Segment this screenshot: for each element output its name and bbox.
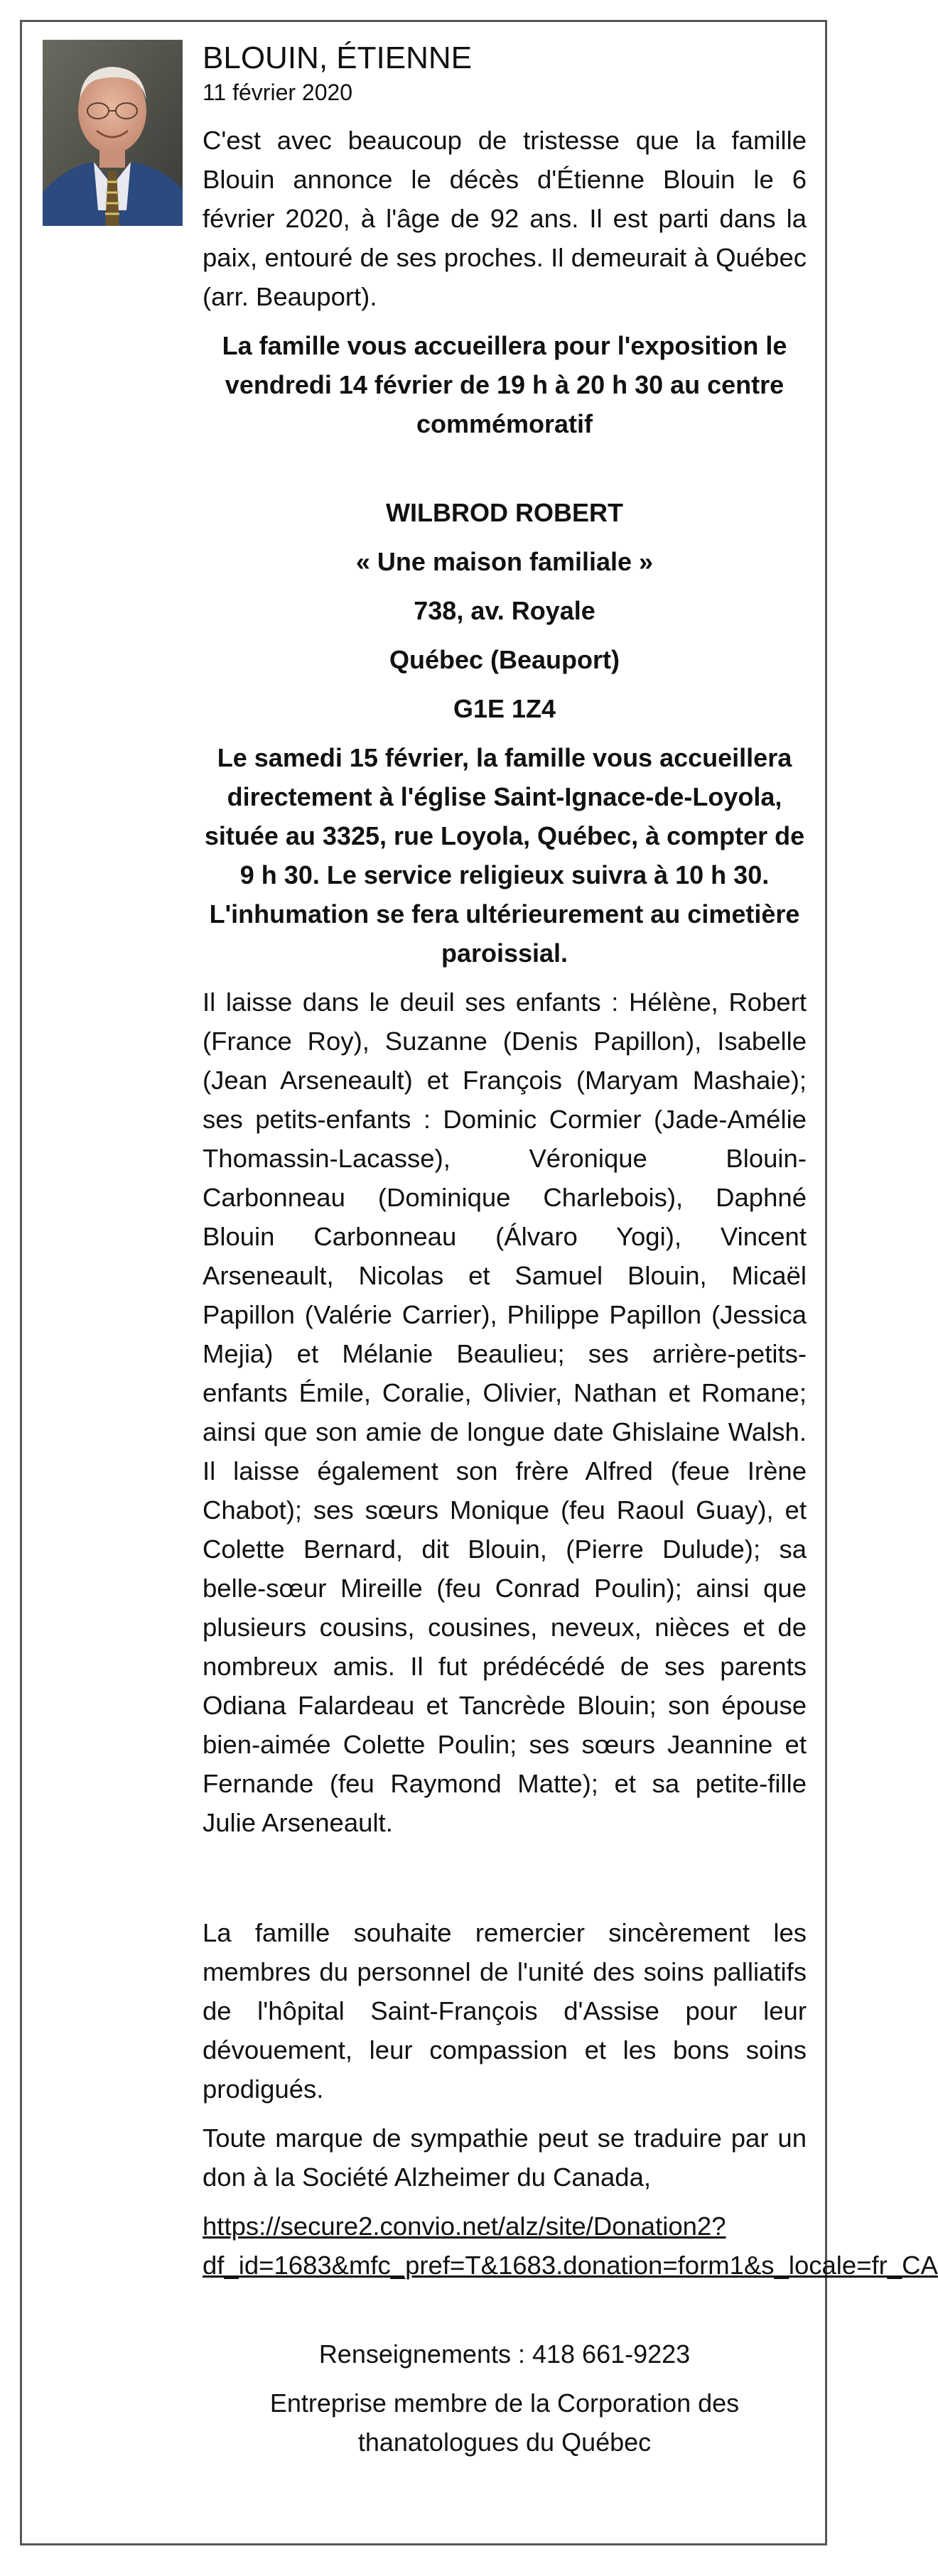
publication-date: 11 février 2020 [203,80,353,105]
portrait-photo [43,40,183,226]
funeral-home-tagline: « Une maison familiale » [355,547,654,576]
donation-link-line-1[interactable]: https://secure2.convio.net/alz/site/Donation2? [203,2212,726,2241]
funeral-home-name: WILBROD ROBERT [386,498,623,527]
thanks-paragraph: La famille souhaite remercier sincèrement les membres du personnel de l'unité des soins palliatifs de l'hôpital Saint-François d'Assise pour leur dévouement, leur compassion et les bons soins prodigués. [203,1918,807,2104]
service-notice: Le samedi 15 février, la famille vous accueillera directement à l'église Saint-Ignace-de-Loyola, située au 3325, rue Loyola, Québec, à compter de 9 h 30. Le service religieux suivra à 10 h 30. L'inhumation se fera ultérieurement au cimetière paroissial. [204,743,805,968]
intro-paragraph: C'est avec beaucoup de tristesse que la famille Blouin annonce le décès d'Étienne Blouin le 6 février 2020, à l'âge de 92 ans. Il est parti dans la paix, entouré de ses proches. Il demeurait à Québec (arr. Beauport). [203,126,807,311]
donation-link-line-2[interactable]: df_id=1683&mfc_pref=T&1683.donation=form1&s_locale=fr_CA [203,2251,938,2280]
contact-info: Renseignements : 418 661-9223 [318,2339,691,2369]
funeral-home-address: 738, av. Royale [414,596,595,625]
funeral-home-postal-code: G1E 1Z4 [453,694,556,723]
obituary-content [203,40,938,2462]
funeral-home-city: Québec (Beauport) [389,645,620,674]
survivors-paragraph: Il laisse dans le deuil ses enfants : Hélène, Robert (France Roy), Suzanne (Denis Papillon), Isabelle (Jean Arseneault) et François (Maryam Mashaie); ses petits-enfants : Dominic Cormier (Jade-Amélie Thomassin-Lacasse), Véronique Blouin-Carbonneau (Dominique Charlebois), Daphné Blouin Carbonneau (Álvaro Yogi), Vincent Arseneault, Nicolas et Samuel Blouin, Micaël Papillon (Valérie Carrier), Philippe Papillon (Jessica Mejia) et Mélanie Beaulieu; ses arrière-petits-enfants Émile, Coralie, Olivier, Nathan et Romane; ainsi que son amie de longue date Ghislaine Walsh. Il laisse également son frère Alfred (feue Irène Chabot); ses sœurs Monique (feu Raoul Guay), et Colette Bernard, dit Blouin, (Pierre Dulude); sa belle-sœur Mireille (feu Conrad Poulin); ainsi que plusieurs cousins, cousines, neveux, nièces et de nombreux amis. Il fut prédécédé de ses parents Odiana Falardeau et Tancrède Blouin; son épouse bien-aimée Colette Poulin; ses sœurs Jeannine et Fernande (feu Raymond Matte); et sa petite-fille Julie Arseneault. [203,987,807,1837]
donation-paragraph: Toute marque de sympathie peut se traduire par un don à la Société Alzheimer du Canada, [203,2123,807,2192]
membership-info: Entreprise membre de la Corporation des thanatologues du Québec [269,2388,740,2457]
exposition-notice: La famille vous accueillera pour l'exposition le vendredi 14 février de 19 h à 20 h 30 au centre commémoratif [222,331,787,438]
donation-link[interactable] [203,2207,938,2285]
deceased-name: BLOUIN, ÉTIENNE [203,40,472,75]
